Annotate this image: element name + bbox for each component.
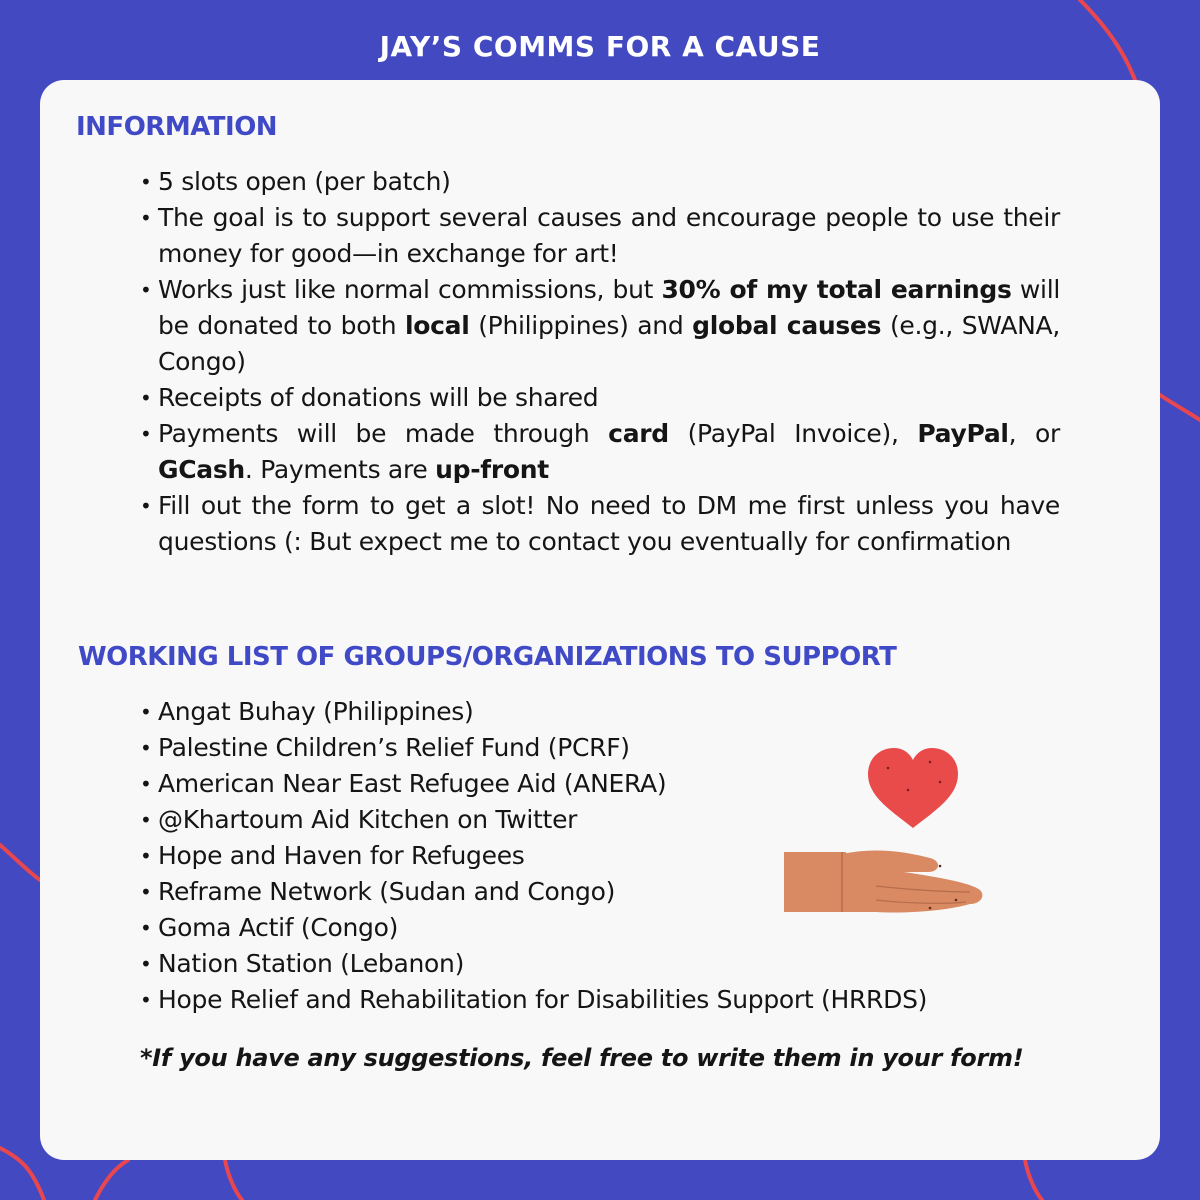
poster-title: JAY’S COMMS FOR A CAUSE [379,30,821,63]
info-item-text: Payments will be made through [158,419,609,448]
info-item-bold: PayPal [917,419,1009,448]
list-item: • Reframe Network (Sudan and Congo) [136,874,996,910]
heart-over-hand-icon [780,740,1000,930]
info-item-text: (Philippines) and [469,311,693,340]
info-item-form [136,488,1060,560]
organizations-heading: WORKING LIST OF GROUPS/ORGANIZATIONS TO SUPPORT [78,642,897,672]
suggestion-note: *If you have any suggestions, feel free to write them in your form! [140,1044,1024,1072]
content-card [40,80,1160,1160]
info-item-text: Fill out the form to get a slot! No need to DM me first unless you have questions (: But expect me to contact you eventually for confirmation [158,491,1060,556]
list-item: • @Khartoum Aid Kitchen on Twitter [136,802,996,838]
list-item: • Hope and Haven for Refugees [136,838,996,874]
info-item-bold: local [404,311,470,340]
info-item-bold: 30% of my total earnings [661,275,1012,304]
info-item-goal [136,200,1060,272]
list-item: • Hope Relief and Rehabilitation for Disabilities Support (HRRDS) [136,982,996,1018]
heart-icon [868,748,958,828]
info-item-text: (PayPal Invoice), [668,419,918,448]
info-item-text: 5 slots open (per batch) [158,167,451,196]
info-item-bold: global causes [692,311,882,340]
information-list [136,164,1060,560]
info-item-bold: card [608,419,669,448]
info-item-text: Receipts of donations will be shared [158,383,599,412]
list-item: • Nation Station (Lebanon) [136,946,996,982]
list-item: • Angat Buhay (Philippines) [136,694,996,730]
info-item-text: . Payments are [244,455,436,484]
info-item-receipts [136,380,1060,416]
info-item-bold: up-front [435,455,549,484]
info-item-payments [136,416,1060,488]
info-item-donation [136,272,1060,380]
info-item-text: , or [1008,419,1060,448]
info-item-text: will be donated to both [158,275,1060,340]
list-item: • American Near East Refugee Aid (ANERA) [136,766,996,802]
info-item-text: The goal is to support several causes and encourage people to use their money for good—in exchange for art! [158,203,1060,268]
hand-icon [784,851,982,913]
info-item-text: (e.g., SWANA, Congo) [158,311,1061,376]
list-item: • Palestine Children’s Relief Fund (PCRF) [136,730,996,766]
info-item-bold: GCash [158,455,245,484]
info-item-text: Works just like normal commissions, but [158,275,662,304]
information-heading: INFORMATION [76,112,278,142]
info-item-slots [136,164,1060,200]
list-item: • Goma Actif (Congo) [136,910,996,946]
